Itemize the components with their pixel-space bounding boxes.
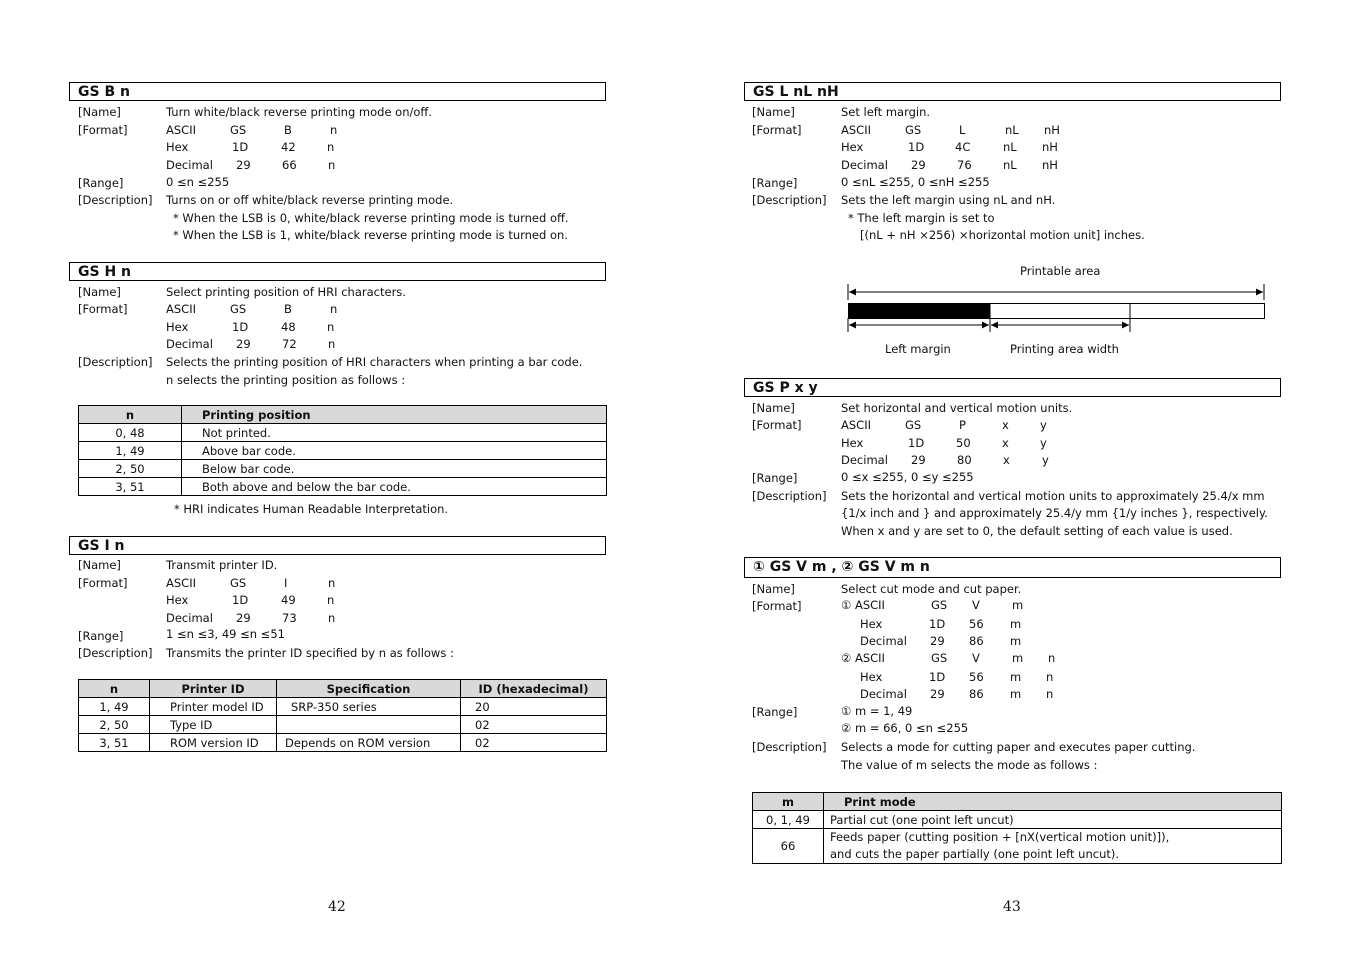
diagram-label-printing-area-width: Printing area width — [1010, 342, 1119, 356]
format-cell: ASCII — [841, 418, 871, 432]
description-text: Sets the left margin using nL and nH. — [841, 193, 1056, 207]
description-text: Turns on or off white/black reverse printing mode. — [166, 193, 454, 207]
printer-id-table — [78, 679, 607, 752]
table-row — [79, 734, 607, 752]
format-cell: Hex — [860, 670, 883, 684]
range-text: 0 ≤n ≤255 — [166, 175, 230, 189]
format-cell: m — [1012, 598, 1024, 612]
format-cell: nH — [1042, 140, 1058, 154]
format-cell: Decimal — [860, 687, 907, 701]
range-text: 0 ≤nL ≤255, 0 ≤nH ≤255 — [841, 175, 990, 189]
format-label: [Format] — [752, 123, 802, 137]
description-label: [Description] — [752, 489, 827, 503]
format-cell: Decimal — [841, 158, 888, 172]
format-cell: 1D — [908, 140, 925, 154]
table-header: Specification — [277, 680, 461, 698]
format-cell: Hex — [841, 140, 864, 154]
format-cell: 66 — [282, 158, 297, 172]
range-text: 0 ≤x ≤255, 0 ≤y ≤255 — [841, 470, 974, 484]
range-text: 1 ≤n ≤3, 49 ≤n ≤51 — [166, 627, 285, 641]
table-cell: Printer model ID — [150, 698, 277, 716]
table-cell: 66 — [753, 829, 824, 864]
format-cell: GS — [230, 123, 247, 137]
section-header-gs-h-n: GS H n — [69, 262, 606, 281]
table-cell: Partial cut (one point left uncut) — [824, 811, 1282, 829]
format-cell: 49 — [281, 593, 296, 607]
table-cell: 1, 49 — [79, 442, 182, 460]
format-cell: 29 — [236, 337, 251, 351]
table-cell: Depends on ROM version — [277, 734, 461, 752]
format-cell: n — [328, 158, 336, 172]
format-cell: B — [284, 123, 292, 137]
name-text: Set horizontal and vertical motion units. — [841, 401, 1073, 415]
description-text: {1/x inch and } and approximately 25.4/y mm {1/y inches }, respectively. — [841, 506, 1268, 520]
format-cell: 1D — [232, 593, 249, 607]
note-text: * HRI indicates Human Readable Interpretation. — [174, 502, 449, 516]
table-cell: Type ID — [150, 716, 277, 734]
format-cell: I — [284, 576, 288, 590]
table-cell — [277, 716, 461, 734]
format-cell: GS — [230, 302, 247, 316]
format-cell: n — [330, 123, 338, 137]
section-header-gs-p: GS P x y — [744, 378, 1281, 397]
table-cell: 02 — [461, 716, 607, 734]
name-label: [Name] — [752, 582, 795, 596]
format-cell: 56 — [969, 617, 984, 631]
table-cell: 1, 49 — [79, 698, 150, 716]
table-cell: Not printed. — [182, 424, 607, 442]
section-header-gs-i-n: GS I n — [69, 536, 606, 555]
format-cell: Hex — [166, 593, 189, 607]
format-cell: 1D — [929, 670, 946, 684]
format-cell: Decimal — [166, 158, 213, 172]
format-cell: nL — [1003, 158, 1017, 172]
table-header: Print mode — [824, 793, 1282, 811]
description-label: [Description] — [78, 193, 153, 207]
page-number: 43 — [1003, 899, 1021, 915]
format-label: [Format] — [752, 418, 802, 432]
format-cell: ASCII — [166, 576, 196, 590]
range-label: [Range] — [752, 705, 798, 719]
range-label: [Range] — [78, 176, 124, 190]
format-cell: GS — [230, 576, 247, 590]
table-row — [753, 829, 1282, 864]
format-cell: 56 — [969, 670, 984, 684]
diagram-label-printable-area: Printable area — [1020, 264, 1101, 278]
section-header-gs-l: GS L nL nH — [744, 82, 1281, 101]
format-cell: 4C — [955, 140, 971, 154]
format-cell: Decimal — [860, 634, 907, 648]
table-cell: Below bar code. — [182, 460, 607, 478]
format-cell: n — [327, 140, 335, 154]
format-cell: m — [1010, 687, 1022, 701]
format-cell: V — [972, 651, 980, 665]
range-label: [Range] — [752, 471, 798, 485]
format-cell: 1D — [908, 436, 925, 450]
format-cell: n — [328, 337, 336, 351]
table-cell: SRP-350 series — [277, 698, 461, 716]
format-cell: GS — [931, 651, 948, 665]
format-cell: 42 — [281, 140, 296, 154]
format-cell: ASCII — [841, 123, 871, 137]
table-header: m — [753, 793, 824, 811]
table-cell — [824, 829, 1282, 864]
section-header-gs-v: ① GS V m , ② GS V m n — [744, 557, 1281, 578]
table-cell: 2, 50 — [79, 460, 182, 478]
description-label: [Description] — [752, 740, 827, 754]
table-cell: 0, 48 — [79, 424, 182, 442]
name-text: Turn white/black reverse printing mode on/off. — [166, 105, 432, 119]
format-label: [Format] — [78, 302, 128, 316]
name-text: Select printing position of HRI characters. — [166, 285, 406, 299]
format-cell: 29 — [911, 453, 926, 467]
description-text: When x and y are set to 0, the default setting of each value is used. — [841, 524, 1233, 538]
note-text: * When the LSB is 1, white/black reverse printing mode is turned on. — [173, 228, 568, 242]
name-label: [Name] — [78, 105, 121, 119]
table-cell: 3, 51 — [79, 478, 182, 496]
format-cell: y — [1042, 453, 1049, 467]
format-cell: m — [1010, 670, 1022, 684]
format-cell: x — [1003, 453, 1010, 467]
format-cell: x — [1002, 436, 1009, 450]
format-cell: 1D — [232, 140, 249, 154]
table-cell: Above bar code. — [182, 442, 607, 460]
format-cell: Hex — [841, 436, 864, 450]
description-label: [Description] — [78, 355, 153, 369]
name-text: Set left margin. — [841, 105, 931, 119]
format-cell: 29 — [236, 611, 251, 625]
format-cell: Decimal — [166, 337, 213, 351]
format-cell: GS — [931, 598, 948, 612]
format-cell: n — [1046, 687, 1054, 701]
note-text: * The left margin is set to — [848, 211, 995, 225]
format-cell: 29 — [236, 158, 251, 172]
format-cell: GS — [905, 123, 922, 137]
format-cell: y — [1040, 436, 1047, 450]
format-label: [Format] — [78, 123, 128, 137]
table-row — [79, 478, 607, 496]
format-cell: 29 — [930, 634, 945, 648]
format-cell: 29 — [911, 158, 926, 172]
format-cell: ② ASCII — [841, 651, 885, 665]
description-label: [Description] — [752, 193, 827, 207]
cut-mode-table — [752, 792, 1282, 864]
name-label: [Name] — [752, 105, 795, 119]
format-label: [Format] — [752, 599, 802, 613]
format-cell: 48 — [281, 320, 296, 334]
format-cell: V — [972, 598, 980, 612]
format-cell: 86 — [969, 687, 984, 701]
format-cell: n — [327, 593, 335, 607]
description-text: Transmits the printer ID specified by n as follows : — [166, 646, 454, 660]
description-text: Selects the printing position of HRI characters when printing a bar code. — [166, 355, 583, 369]
format-cell: nL — [1005, 123, 1019, 137]
range-label: [Range] — [752, 176, 798, 190]
range-label: [Range] — [78, 629, 124, 643]
table-header: Printer ID — [150, 680, 277, 698]
format-cell: P — [959, 418, 966, 432]
hri-position-table — [78, 405, 607, 496]
table-cell: 0, 1, 49 — [753, 811, 824, 829]
format-cell: 80 — [957, 453, 972, 467]
format-cell: ASCII — [166, 302, 196, 316]
format-cell: x — [1002, 418, 1009, 432]
diagram-label-left-margin: Left margin — [885, 342, 951, 356]
description-label: [Description] — [78, 646, 153, 660]
format-cell: 50 — [956, 436, 971, 450]
format-cell: n — [328, 611, 336, 625]
format-cell: 1D — [929, 617, 946, 631]
name-text: Select cut mode and cut paper. — [841, 582, 1022, 596]
table-row — [753, 811, 1282, 829]
format-cell: L — [959, 123, 966, 137]
table-row — [79, 442, 607, 460]
table-row — [79, 460, 607, 478]
format-cell: 76 — [957, 158, 972, 172]
description-text: The value of m selects the mode as follows : — [841, 758, 1098, 772]
format-cell: ASCII — [166, 123, 196, 137]
left-margin-diagram — [840, 278, 1270, 336]
format-label: [Format] — [78, 576, 128, 590]
description-text: n selects the printing position as follows : — [166, 373, 406, 387]
description-text: Sets the horizontal and vertical motion units to approximately 25.4/x mm — [841, 489, 1265, 503]
table-row — [79, 698, 607, 716]
format-cell: m — [1010, 634, 1022, 648]
format-cell: 72 — [282, 337, 297, 351]
format-cell: n — [328, 576, 336, 590]
table-cell: Both above and below the bar code. — [182, 478, 607, 496]
description-text: Selects a mode for cutting paper and executes paper cutting. — [841, 740, 1196, 754]
format-cell: nL — [1003, 140, 1017, 154]
table-header: n — [79, 680, 150, 698]
table-cell: 2, 50 — [79, 716, 150, 734]
table-cell-line: Feeds paper (cutting position + [nX(vertical motion unit)]), — [830, 830, 1170, 844]
format-cell: n — [327, 320, 335, 334]
table-header: ID (hexadecimal) — [461, 680, 607, 698]
format-cell: nH — [1042, 158, 1058, 172]
format-cell: Hex — [166, 140, 189, 154]
table-cell: ROM version ID — [150, 734, 277, 752]
format-cell: B — [284, 302, 292, 316]
format-cell: m — [1012, 651, 1024, 665]
format-cell: Decimal — [841, 453, 888, 467]
format-cell: 86 — [969, 634, 984, 648]
table-row — [79, 716, 607, 734]
table-row — [79, 424, 607, 442]
format-cell: 1D — [232, 320, 249, 334]
name-label: [Name] — [78, 558, 121, 572]
format-cell: Hex — [166, 320, 189, 334]
table-header: n — [79, 406, 182, 424]
range-text: ② m = 66, 0 ≤n ≤255 — [841, 721, 969, 735]
format-cell: n — [330, 302, 338, 316]
table-header: Printing position — [182, 406, 607, 424]
table-cell: 20 — [461, 698, 607, 716]
format-cell: nH — [1044, 123, 1060, 137]
section-header-gs-b-n: GS B n — [69, 82, 606, 101]
page-number: 42 — [328, 899, 346, 915]
format-cell: y — [1040, 418, 1047, 432]
note-text: * When the LSB is 0, white/black reverse printing mode is turned off. — [173, 211, 569, 225]
format-cell: 73 — [282, 611, 297, 625]
format-cell: Decimal — [166, 611, 213, 625]
format-cell: Hex — [860, 617, 883, 631]
name-text: Transmit printer ID. — [166, 558, 278, 572]
table-cell: 3, 51 — [79, 734, 150, 752]
name-label: [Name] — [78, 285, 121, 299]
format-cell: n — [1048, 651, 1056, 665]
name-label: [Name] — [752, 401, 795, 415]
format-cell: ① ASCII — [841, 598, 885, 612]
table-cell-line: and cuts the paper partially (one point left uncut). — [830, 847, 1120, 861]
note-text: [(nL + nH ×256) ×horizontal motion unit] inches. — [860, 228, 1145, 242]
format-cell: 29 — [930, 687, 945, 701]
format-cell: m — [1010, 617, 1022, 631]
range-text: ① m = 1, 49 — [841, 704, 913, 718]
format-cell: n — [1046, 670, 1054, 684]
format-cell: GS — [905, 418, 922, 432]
table-cell: 02 — [461, 734, 607, 752]
